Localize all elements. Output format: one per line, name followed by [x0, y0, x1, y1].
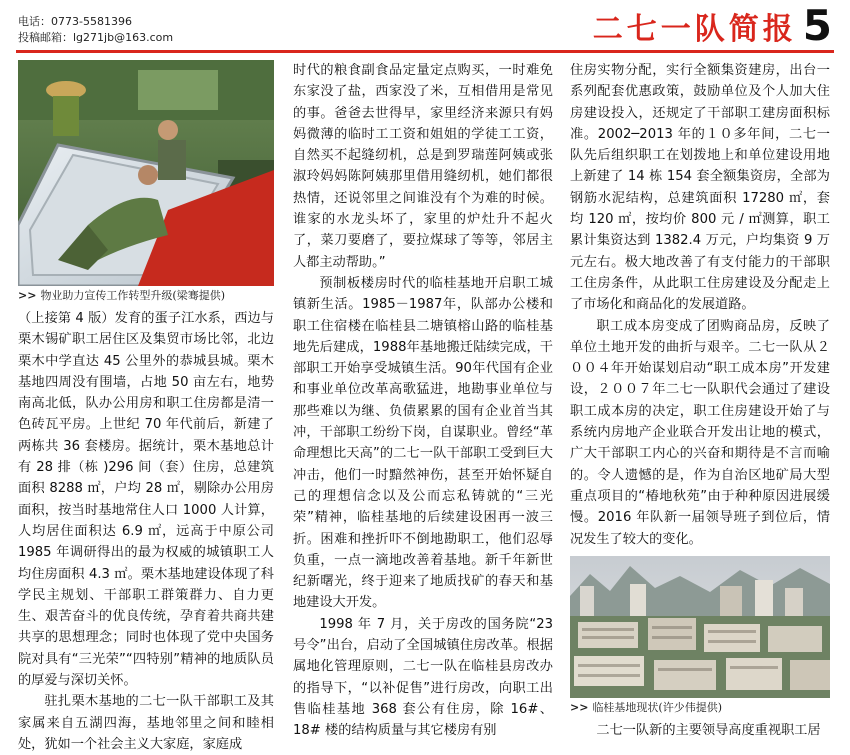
contact-info: [18, 14, 173, 46]
column-1: [18, 60, 274, 755]
article-paragraph: 二七一队新的主要领导高度重视职工居: [596, 722, 821, 738]
photo1-caption: [18, 288, 274, 304]
article-paragraph: 住房实物分配，实行全额集资建房，出台一系列配套优惠政策，鼓励单位及个人加大住房建设投入，还规定了干部职工建房面积标准。2002─2013 年的１０多年间，二七一队先后组织职工在划拨地上和单位建设用地上新建了 14 栋 154 套全额集资房，全部为钢筋水泥结构，总建筑面积 17280 ㎡，套均 120 ㎡，按均价 800 元 / ㎡测算，职工累计集资达到 1382.4 万元，户均集资 9 万元左右。极大地改善了有支付能力的干部职工住房条件，从此职工住房建设及分配走上了市场化和商品化的发展道路。: [570, 63, 830, 313]
article-paragraph: 时代的粮食副食品定量定点购买，一时难免东家没了盐，西家没了米，互相借用是常见的事。爸爸去世得早，家里经济来源只有妈妈微薄的临时工工资和姐姐的学徒工工资，自然买不起缝纫机，总是到罗瑞莲阿姨或张淑玲妈妈陈阿姨那里借用缝纫机，她们都很热情，还说邻里之间谁没有个为难的时候。谁家的水龙头坏了，家里的炉灶升不起火了，菜刀要磨了，要拉煤球了等等，邻居主人都主动帮助。”: [293, 63, 553, 270]
article-paragraph: 1998 年 7 月，关于房改的国务院“23 号令”出台，启动了全国城镇住房改革。根据属地化管理原则，二七一队在临桂县房改办的指导下，“以补促售”进行房改，向职工出售临桂基地 368 套公有住房，除 16#、18# 楼的结构质量与其它楼房有别: [293, 616, 553, 739]
article-paragraph: 驻扎栗木基地的二七一队干部职工及其家属来自五湖四海，基地邻里之间和睦相处，犹如一个社会主义大家庭，家庭成: [18, 694, 274, 752]
photo-base-status-image: [570, 556, 830, 698]
caption-arrow-icon: >>: [570, 700, 589, 714]
header-divider: [16, 50, 834, 53]
photo2-caption: [570, 700, 830, 716]
photo-base-status: [570, 556, 830, 698]
column-3: [570, 60, 830, 741]
photo2-caption-text: 临桂基地现状(许少伟提供): [592, 700, 723, 714]
column-2: [293, 60, 553, 742]
newsletter-title: 二七一队简报: [592, 12, 797, 47]
article-paragraph: （上接第 4 版）发育的蛋子江水系，西边与栗木锡矿职工居住区及集贸市场比邻，北边栗木中学直达 45 公里外的恭城县城。栗木基地四周没有围墙，占地 50 亩左右，地势南高北低，队办公用房和职工住房都是清一色砖瓦平房。上世纪 70 年代前后，新建了两栋共 36 套楼房。据统计，栗木基地总计有 28 排（栋 )296 间（套）住房，总建筑面积 8288 ㎡，户均 28 ㎡，剔除办公用房面积，按当时基地常住人口 1000 人计算，人均居住面积达 6.9 ㎡，远高于中原公司 1985 年调研得出的最为权威的城镇职工人均住房面积 4.3 ㎡。栗木基地建设体现了科学民主规划、干部职工群策群力、自力更生、艰苦奋斗的优良传统，孕育着共商共建共享的思想理念；同时也体现了党中央国务院对具有“三光荣”“四特别”精神的地质队员的厚爱与深切关怀。: [18, 311, 274, 689]
photo1-caption-text: 物业助力宣传工作转型升级(梁骞提供): [40, 289, 226, 302]
page-number: 5: [802, 1, 832, 50]
article-paragraph: 职工成本房变成了团购商品房，反映了单位土地开发的曲折与艰辛。二七一队从２００４年开始谋划启动“职工成本房”开发建设，２００７年二七一队职代会通过了建设职工成本房的决定，职工住房建设开始了与系统内房地产企业联合开发出让地的模式，广大干部职工内心的兴奋和期待是不言而喻的。令人遗憾的是，作为自治区地矿局大型重点项目的“椿地秋苑”由于种种原因进展缓慢。2016 年队新一届领导班子到位后，情况发生了较大的变化。: [570, 318, 830, 547]
article-paragraph: 预制板楼房时代的临桂基地开启职工城镇新生活。1985－1987年，队部办公楼和职工住宿楼在临桂县二塘镇榕山路的临桂基地先后建成，1988年基地搬迁陆续完成，干部职工开始享受城镇生活。90年代国有企业和事业单位改革高歌猛进，地勘事业单位与那些难以为继、负债累累的国有企业首当其冲，干部职工纷纷下岗，自谋职业。曾经“革命理想比天高”的二七一队干部职工受到巨大冲击，他们一时黯然神伤，甚至开始怀疑自己的理想信念以及公而忘私铸就的“三光荣”精神，临桂基地的后续建设困再一波三折。困难和挫折吓不倒地勘职工，他们忍辱负重，一点一滴地改善着基地。新千年新世纪新曙光，终于迎来了地质找矿的春天和基地建设大开发。: [293, 275, 553, 611]
caption-arrow-icon: >>: [18, 289, 37, 302]
phone-number: 电话：0773-5581396: [18, 15, 132, 28]
photo-propaganda-board-image: [18, 60, 274, 286]
masthead: [592, 1, 832, 50]
photo-propaganda-board: [18, 60, 274, 286]
submission-email: 投稿邮箱：lg271jb@163.com: [18, 31, 174, 44]
